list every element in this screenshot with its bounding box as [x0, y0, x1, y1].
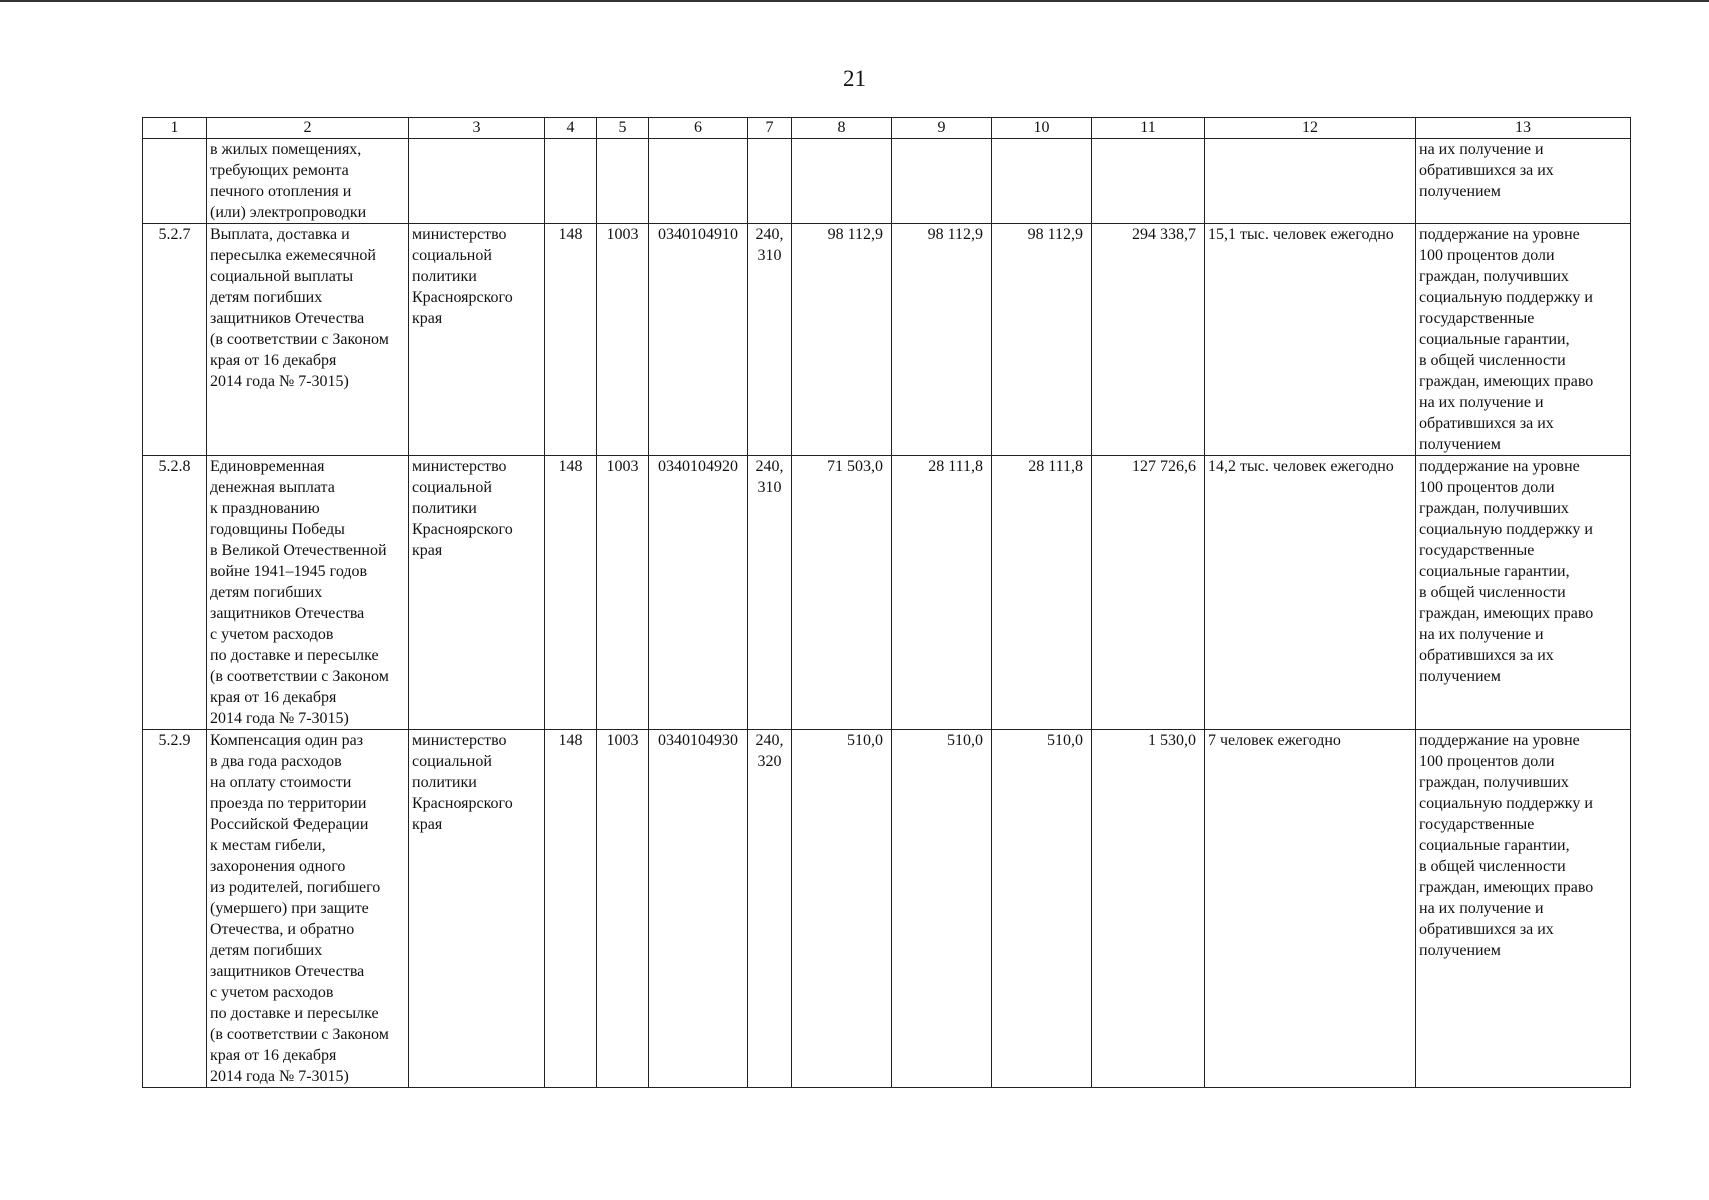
row-c12: 7 человек ежегодно	[1205, 730, 1416, 1088]
table-row	[143, 456, 1631, 730]
row-c6: 0340104930	[649, 730, 748, 1088]
row-c9: 28 111,8	[892, 456, 992, 730]
column-header: 6	[649, 118, 748, 139]
column-header: 9	[892, 118, 992, 139]
row-c13: поддержание на уровне 100 процентов доли граждан, получивших социальную поддержку и государственные социальные гарантии, в общей численности граждан, имеющих право на их получение и обратившихся за их получением	[1416, 224, 1631, 456]
row-c5: 1003	[597, 224, 649, 456]
row-c13: поддержание на уровне 100 процентов доли граждан, получивших социальную поддержку и государственные социальные гарантии, в общей численности граждан, имеющих право на их получение и обратившихся за их получением	[1416, 730, 1631, 1088]
budget-table	[142, 117, 1631, 1088]
row-c7	[748, 139, 792, 224]
row-executor: министерство социальной политики Красноярского края	[409, 730, 545, 1088]
row-id: 5.2.8	[143, 456, 207, 730]
row-c4: 148	[545, 224, 597, 456]
row-c5	[597, 139, 649, 224]
row-c9: 98 112,9	[892, 224, 992, 456]
page-number: 21	[843, 66, 866, 91]
column-header: 11	[1092, 118, 1205, 139]
row-id	[143, 139, 207, 224]
column-header: 1	[143, 118, 207, 139]
column-header: 2	[207, 118, 409, 139]
row-executor: министерство социальной политики Красноярского края	[409, 224, 545, 456]
row-c10	[992, 139, 1092, 224]
row-c13: поддержание на уровне 100 процентов доли граждан, получивших социальную поддержку и государственные социальные гарантии, в общей численности граждан, имеющих право на их получение и обратившихся за их получением	[1416, 456, 1631, 730]
row-c5: 1003	[597, 456, 649, 730]
column-header: 8	[792, 118, 892, 139]
row-c7: 240, 310	[748, 224, 792, 456]
column-header: 12	[1205, 118, 1416, 139]
budget-table-container	[142, 117, 1630, 1088]
page-top-edge	[0, 0, 1709, 2]
column-header: 4	[545, 118, 597, 139]
row-c8	[792, 139, 892, 224]
row-c11	[1092, 139, 1205, 224]
row-c6: 0340104920	[649, 456, 748, 730]
row-name: Компенсация один раз в два года расходов на оплату стоимости проезда по территории Российской Федерации к местам гибели, захоронения одного из родителей, погибшего (умершего) при защите Отечества, и обратно детям погибших защитников Отечества с учетом расходов по доставке и пересылке (в соответствии с Законом края от 16 декабря 2014 года № 7-3015)	[207, 730, 409, 1088]
column-header: 3	[409, 118, 545, 139]
row-c8: 98 112,9	[792, 224, 892, 456]
row-c8: 510,0	[792, 730, 892, 1088]
column-header: 13	[1416, 118, 1631, 139]
column-header: 5	[597, 118, 649, 139]
row-c6	[649, 139, 748, 224]
row-c9: 510,0	[892, 730, 992, 1088]
row-c9	[892, 139, 992, 224]
row-c10: 28 111,8	[992, 456, 1092, 730]
row-c4: 148	[545, 456, 597, 730]
row-c12	[1205, 139, 1416, 224]
column-header: 7	[748, 118, 792, 139]
table-row	[143, 730, 1631, 1088]
row-c7: 240, 310	[748, 456, 792, 730]
row-name: Выплата, доставка и пересылка ежемесячной социальной выплаты детям погибших защитников Отечества (в соответствии с Законом края от 16 декабря 2014 года № 7-3015)	[207, 224, 409, 456]
row-name: Единовременная денежная выплата к празднованию годовщины Победы в Великой Отечественной войне 1941–1945 годов детям погибших защитников Отечества с учетом расходов по доставке и пересылке (в соответствии с Законом края от 16 декабря 2014 года № 7-3015)	[207, 456, 409, 730]
row-c11: 294 338,7	[1092, 224, 1205, 456]
row-c4	[545, 139, 597, 224]
column-header: 10	[992, 118, 1092, 139]
row-c12: 14,2 тыс. человек ежегодно	[1205, 456, 1416, 730]
row-executor: министерство социальной политики Красноярского края	[409, 456, 545, 730]
table-row	[143, 224, 1631, 456]
row-c7: 240, 320	[748, 730, 792, 1088]
row-c10: 510,0	[992, 730, 1092, 1088]
table-body	[143, 139, 1631, 1088]
row-c11: 1 530,0	[1092, 730, 1205, 1088]
row-name: в жилых помещениях, требующих ремонта печного отопления и (или) электропроводки	[207, 139, 409, 224]
row-executor	[409, 139, 545, 224]
table-header	[143, 118, 1631, 139]
row-id: 5.2.7	[143, 224, 207, 456]
table-row	[143, 139, 1631, 224]
row-c13: на их получение и обратившихся за их получением	[1416, 139, 1631, 224]
row-c4: 148	[545, 730, 597, 1088]
row-c6: 0340104910	[649, 224, 748, 456]
row-c12: 15,1 тыс. человек ежегодно	[1205, 224, 1416, 456]
row-c5: 1003	[597, 730, 649, 1088]
row-c8: 71 503,0	[792, 456, 892, 730]
row-c11: 127 726,6	[1092, 456, 1205, 730]
row-c10: 98 112,9	[992, 224, 1092, 456]
header-row	[143, 118, 1631, 139]
row-id: 5.2.9	[143, 730, 207, 1088]
